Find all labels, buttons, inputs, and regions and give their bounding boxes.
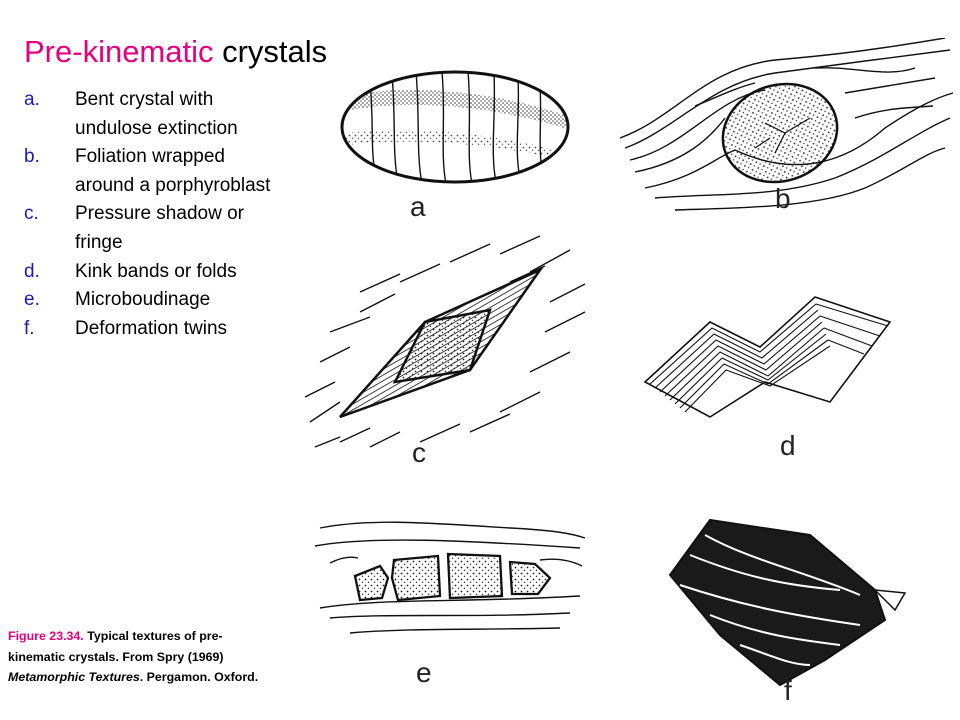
list-marker: a. (24, 89, 40, 110)
panel-d-kink-bands (640, 292, 900, 462)
panel-e-microboudinage (310, 518, 590, 690)
list-item-a (24, 86, 284, 143)
slide-title (24, 32, 327, 72)
list-marker: b. (24, 146, 40, 168)
panel-d-label: d (780, 430, 796, 461)
twinned-crystal (670, 520, 885, 685)
list-item-b (24, 143, 284, 200)
caption-figure-number: Figure 23.34. (8, 629, 84, 643)
list-item-d (24, 258, 284, 287)
panel-c-label: c (412, 437, 426, 468)
caption-text: Typical textures of pre-kinematic crystals. From Spry (1969) (8, 629, 224, 664)
list-text: Bent crystal with undulose extinction (75, 89, 238, 139)
texture-list (24, 86, 284, 343)
panel-f-label: f (784, 675, 792, 705)
list-text: Deformation twins (75, 317, 228, 339)
bent-crystal-drawing (340, 72, 570, 184)
panel-b-label: b (775, 183, 791, 214)
panel-b-wrapped-foliation (615, 38, 955, 223)
list-item-e (24, 286, 284, 315)
caption-book-title: Metamorphic Textures (8, 670, 140, 684)
figure-caption (8, 626, 270, 688)
list-marker: c. (24, 203, 39, 225)
title-accent: Pre-kinematic (24, 34, 214, 69)
panel-a-label: a (410, 191, 426, 222)
list-marker: d. (24, 260, 40, 282)
kink-band-drawing (645, 297, 890, 417)
list-text: Pressure shadow or fringe (75, 203, 244, 253)
list-marker: f. (24, 317, 35, 339)
panel-f-deformation-twins (660, 515, 910, 705)
title-rest: crystals (213, 34, 328, 69)
panel-e-label: e (416, 657, 432, 688)
list-text: Microboudinage (75, 289, 211, 311)
panel-c-pressure-shadow (300, 232, 590, 472)
caption-publisher: . Pergamon. Oxford. (139, 670, 259, 684)
list-item-f (24, 315, 284, 344)
porphyroblast (710, 69, 850, 196)
list-text: Kink bands or folds (75, 260, 237, 282)
boudins (355, 554, 550, 600)
list-marker: e. (24, 289, 40, 311)
list-text: Foliation wrapped around a porphyroblast (75, 146, 271, 196)
list-item-c (24, 200, 284, 257)
panel-a-bent-crystal (330, 62, 590, 227)
